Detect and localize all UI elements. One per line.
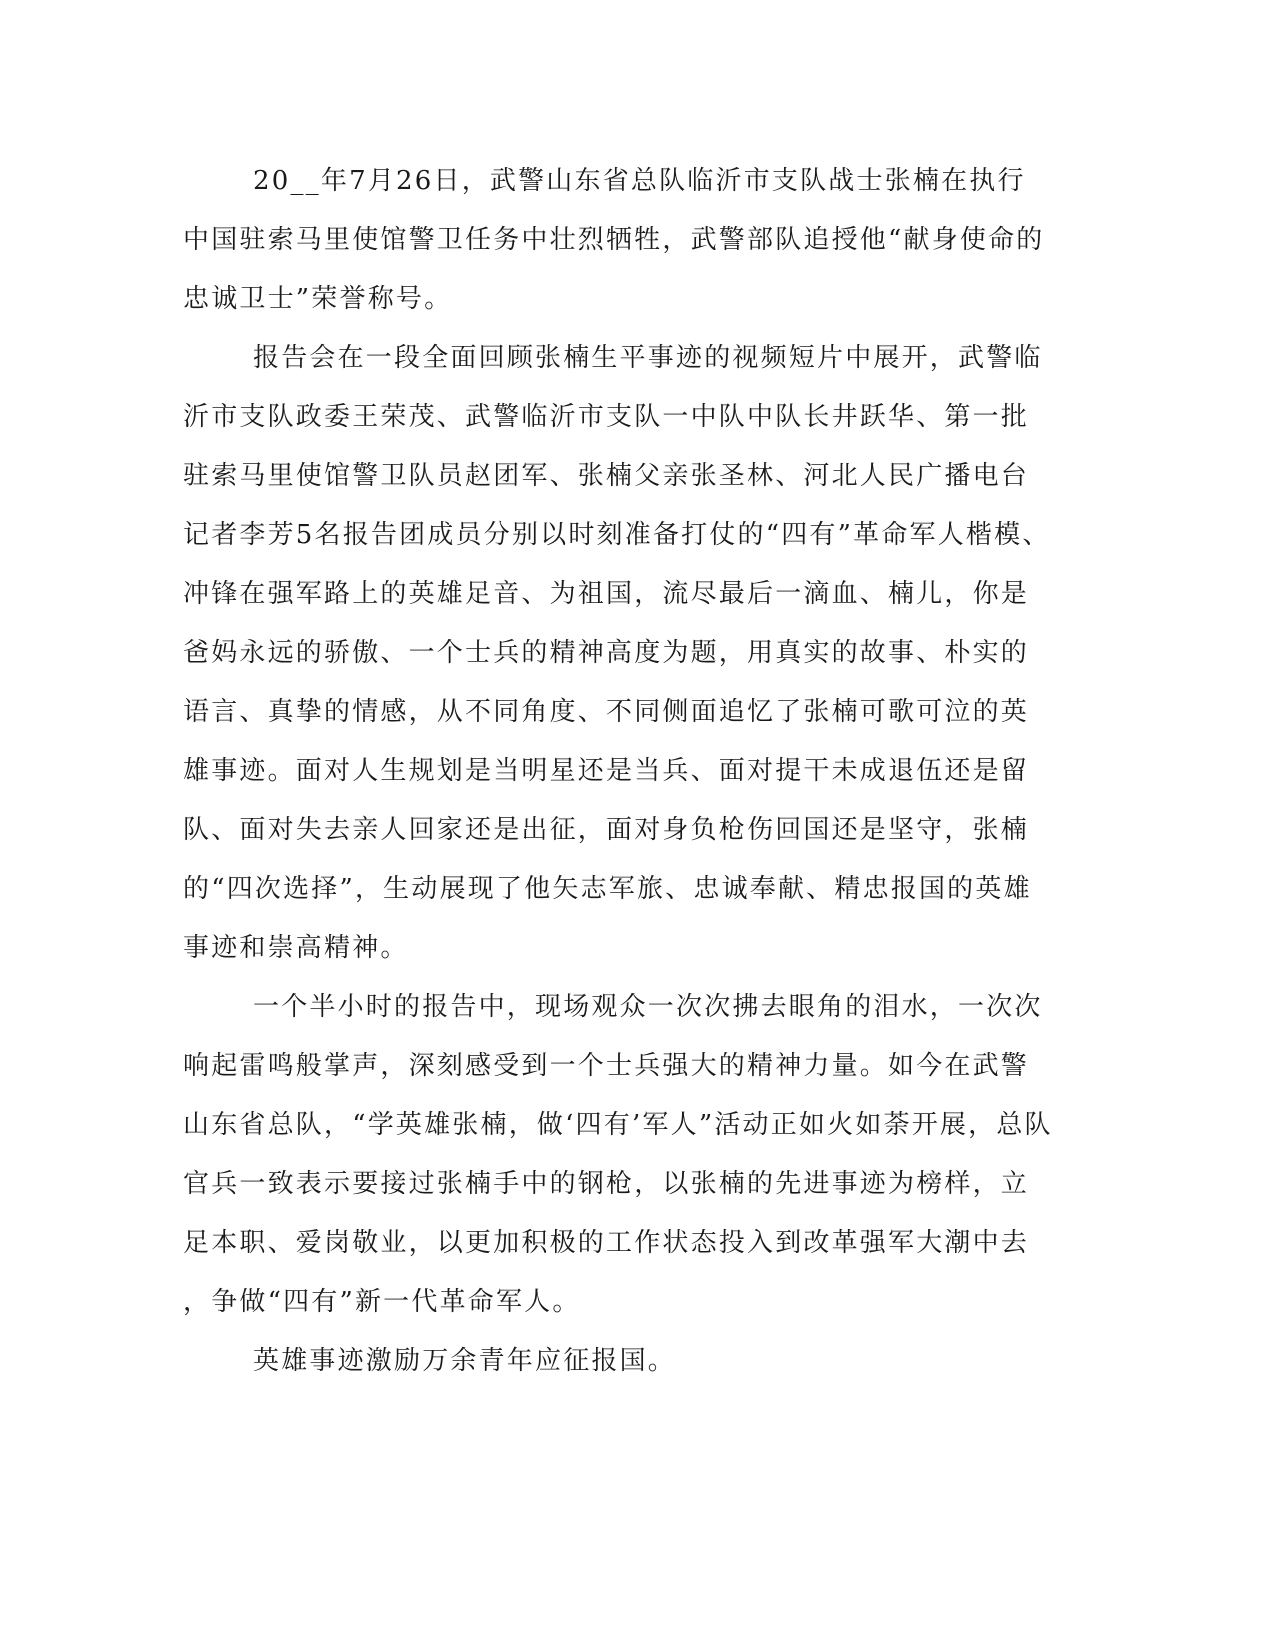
text-line: 山东省总队，“学英雄张楠，做‘四有’军人”活动正如火如荼开展，总队 [183,1110,1053,1140]
text-line: 队、面对失去亲人回家还是出征，面对身负枪伤回国还是坚守，张楠 [183,815,1030,845]
text-line: 官兵一致表示要接过张楠手中的钢枪，以张楠的先进事迹为榜样，立 [183,1169,1030,1199]
text-line: 响起雷鸣般掌声，深刻感受到一个士兵强大的精神力量。如今在武警 [183,1051,1030,1081]
text-line: 记者李芳5名报告团成员分别以时刻准备打仗的“四有”革命军人楷模、 [183,520,1051,550]
text-line: 冲锋在强军路上的英雄足音、为祖国，流尽最后一滴血、楠儿，你是 [183,579,1030,609]
text-line: 事迹和崇高精神。 [183,933,409,963]
text-line: 足本职、爱岗敬业，以更加积极的工作状态投入到改革强军大潮中去 [183,1228,1030,1258]
text-line: 英雄事迹激励万余青年应征报国。 [253,1346,677,1376]
text-line: 爸妈永远的骄傲、一个士兵的精神高度为题，用真实的故事、朴实的 [183,638,1030,668]
text-line: 一个半小时的报告中，现场观众一次次拂去眼角的泪水，一次次 [253,992,1043,1022]
text-line: 的“四次选择”，生动展现了他矢志军旅、忠诚奉献、精忠报国的英雄 [183,874,1032,904]
text-line: 语言、真挚的情感，从不同角度、不同侧面追忆了张楠可歌可泣的英 [183,697,1030,727]
text-line: 中国驻索马里使馆警卫任务中壮烈牺牲，武警部队追授他“献身使命的 [183,225,1045,255]
text-line: 20__年7月26日，武警山东省总队临沂市支队战士张楠在执行 [253,166,1026,196]
text-line: 报告会在一段全面回顾张楠生平事迹的视频短片中展开，武警临 [253,343,1043,373]
text-line: ，争做“四有”新一代革命军人。 [183,1287,581,1317]
text-line: 驻索马里使馆警卫队员赵团军、张楠父亲张圣林、河北人民广播电台 [183,461,1030,491]
text-line: 沂市支队政委王荣茂、武警临沂市支队一中队中队长井跃华、第一批 [183,402,1030,432]
text-line: 雄事迹。面对人生规划是当明星还是当兵、面对提干未成退伍还是留 [183,756,1030,786]
text-line: 忠诚卫士”荣誉称号。 [183,284,453,314]
